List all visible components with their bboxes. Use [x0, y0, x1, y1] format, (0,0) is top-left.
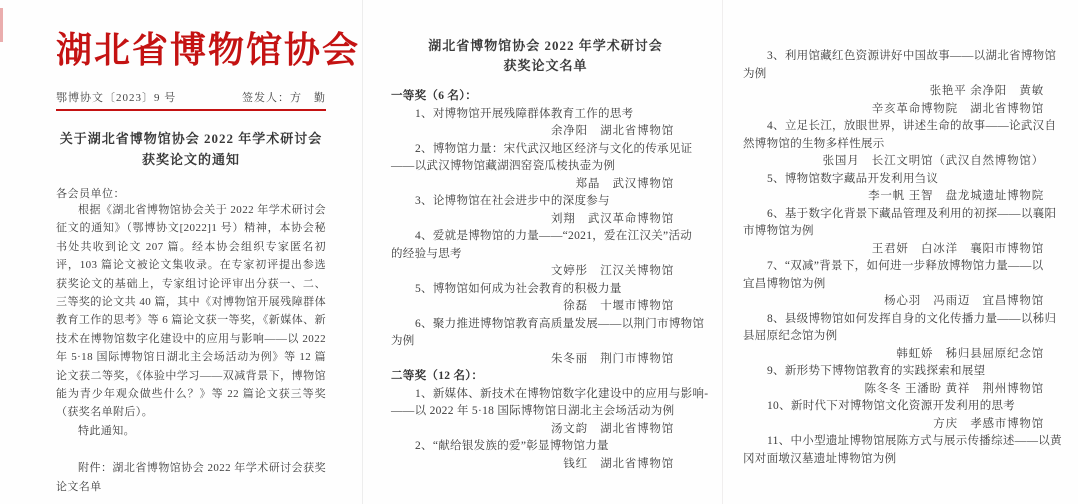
notice-title — [56, 128, 326, 170]
org-letterhead: 湖北省博物馆协会 — [56, 30, 361, 70]
doc-line-item: 1、新媒体、新技术在博物馆数字化建设中的应用与影响- — [415, 387, 709, 400]
doc-line-item: 10、新时代下对博物馆文化资源开发利用的思考 — [767, 400, 1016, 412]
doc-line-author: 张艳平 余净阳 黄敏 — [929, 85, 1044, 97]
doc-line-item: 4、爱就是博物馆的力量——“2021，爱在江汉关”活动 — [415, 230, 693, 242]
doc-line-item: 2、“献给银发族的爱”彰显博物馆力量 — [415, 440, 609, 452]
award-list-title — [391, 36, 700, 76]
doc-line-item: 5、博物馆如何成为社会教育的积极力量 — [415, 282, 622, 295]
signer-label: 签发人：方 勤 — [242, 92, 326, 104]
doc-line-item: 3、论博物馆在社会进步中的深度参与 — [415, 195, 610, 207]
doc-number: 鄂博协文〔2023〕9 号 — [56, 92, 177, 104]
doc-line-item: 5、博物馆数字藏品开发利用刍议 — [767, 172, 939, 185]
doc-line-heading: 一等奖（6 名）： — [391, 90, 478, 102]
doc-line-author: 朱冬丽 荆门市博物馆 — [551, 352, 674, 365]
scan-edge-artifact — [0, 8, 3, 42]
page-2-award-list — [362, 0, 722, 504]
closing-line: 特此通知。 — [78, 424, 135, 437]
doc-line-author: 方庆 孝感市博物馆 — [933, 417, 1044, 430]
doc-line-cont: 冈对面墩汉墓遗址博物馆为例 — [743, 452, 897, 465]
doc-line-author: 韩虹娇 秭归县屈原纪念馆 — [896, 347, 1044, 360]
page-3-award-list — [722, 0, 1078, 504]
doc-line-cont: 县屈原纪念馆为例 — [743, 330, 838, 342]
doc-line-item: 4、立足长江，放眼世界，讲述生命的故事——论武汉自 — [767, 120, 1057, 132]
page-1-notice — [0, 0, 362, 504]
notice-title-line1: 关于湖北省博物馆协会 2022 年学术研讨会 — [59, 131, 323, 146]
red-divider-line — [56, 109, 326, 111]
doc-line-author: 陈冬冬 王潘盼 黄祥 荆州博物馆 — [864, 382, 1044, 395]
doc-line-cont: 然博物馆的生物多样性展示 — [743, 137, 885, 150]
doc-line-item: 3、利用馆藏红色资源讲好中国故事——以湖北省博物馆 — [767, 50, 1057, 62]
doc-line-item: 2、博物馆力量：宋代武汉地区经济与文化的传承见证 — [415, 142, 693, 155]
doc-meta-row — [56, 89, 326, 105]
doc-line-cont: 为例 — [743, 67, 767, 80]
doc-line-heading: 二等奖（12 名）： — [391, 370, 484, 382]
award-lines-page3 — [743, 48, 1064, 468]
doc-line-item: 7、“双减”背景下，如何进一步释放博物馆力量——以 — [767, 260, 1044, 272]
doc-line-author: 郑晶 武汉博物馆 — [575, 177, 674, 190]
doc-line-author: 钱红 湖北省博物馆 — [563, 457, 674, 470]
award-list-title-line2: 获奖论文名单 — [503, 58, 588, 73]
doc-line-item: 1、对博物馆开展残障群体教育工作的思考 — [415, 107, 634, 120]
award-lines-page2 — [391, 88, 709, 473]
doc-line-cont: 为例 — [391, 335, 415, 347]
doc-line-cont: ——以武汉博物馆藏湖泗窑瓷瓜棱执壶为例 — [391, 160, 616, 172]
doc-line-author: 徐磊 十堰市博物馆 — [563, 300, 674, 312]
doc-line-item: 11、中小型遗址博物馆展陈方式与展示传播综述——以黄 — [767, 435, 1062, 447]
doc-line-cont: 市博物馆为例 — [743, 225, 814, 237]
award-list-title-line1: 湖北省博物馆协会 2022 年学术研讨会 — [428, 38, 663, 53]
attachment-note: 附件：湖北省博物馆协会 2022 年学术研讨会获奖论文名单 — [56, 462, 326, 493]
doc-line-item: 9、新形势下博物馆教育的实践探索和展望 — [767, 365, 986, 377]
notice-title-line2: 获奖论文的通知 — [141, 152, 240, 167]
doc-line-cont: ——以 2022 年 5·18 国际博物馆日湖北主会场活动为例 — [391, 405, 675, 417]
doc-line-cont: 的经验与思考 — [391, 247, 462, 260]
doc-line-author: 辛亥革命博物院 湖北省博物馆 — [871, 102, 1044, 115]
doc-line-author: 杨心羽 冯雨迈 宜昌博物馆 — [884, 295, 1044, 307]
doc-line-author: 李一帆 王智 盘龙城遗址博物院 — [868, 190, 1044, 202]
doc-line-author: 王君妍 白冰洋 襄阳市博物馆 — [871, 242, 1044, 255]
doc-line-author: 文婷彤 江汉关博物馆 — [551, 265, 674, 277]
doc-line-author: 张国月 长江文明馆（武汉自然博物馆） — [822, 155, 1044, 167]
doc-line-cont: 宜昌博物馆为例 — [743, 277, 826, 290]
body-paragraph: 根据《湖北省博物馆协会关于 2022 年学术研讨会征文的通知》（鄂博协文[2022]1 号）精神，本协会秘书处共收到论文 207 篇。经本协会组织专家匿名初评，103 篇论文被论文集收录。在专家初评提出参选获奖论文的基础上，专家组讨论评审出分获一、二、三等奖的论文共 40 篇，其中《对博物馆开展残障群体教育工作的思考》等 6 篇论文获一等奖，《新媒体、新技术在博物馆数字化建设中的应用与影响——以 2022 年 5·18 国际博物馆日湖北主会场活动为例》等 12 篇论文获二等奖，《体验中学习——双减背景下，博物馆能为青少年观众做些什么？》等 22 篇论文获三等奖（获奖名单附后）。 — [56, 204, 326, 419]
doc-line-item: 8、县级博物馆如何发挥自身的文化传播力量——以秭归 — [767, 312, 1057, 325]
doc-line-item: 6、聚力推进博物馆教育高质量发展——以荆门市博物馆 — [415, 317, 705, 330]
doc-line-item: 6、基于数字化背景下藏品管理及利用的初探——以襄阳 — [767, 207, 1057, 220]
doc-line-author: 刘翔 武汉革命博物馆 — [551, 212, 674, 225]
salutation: 各会员单位： — [56, 188, 125, 200]
doc-line-author: 余净阳 湖北省博物馆 — [551, 125, 674, 137]
doc-line-author: 汤文韵 湖北省博物馆 — [551, 422, 674, 435]
